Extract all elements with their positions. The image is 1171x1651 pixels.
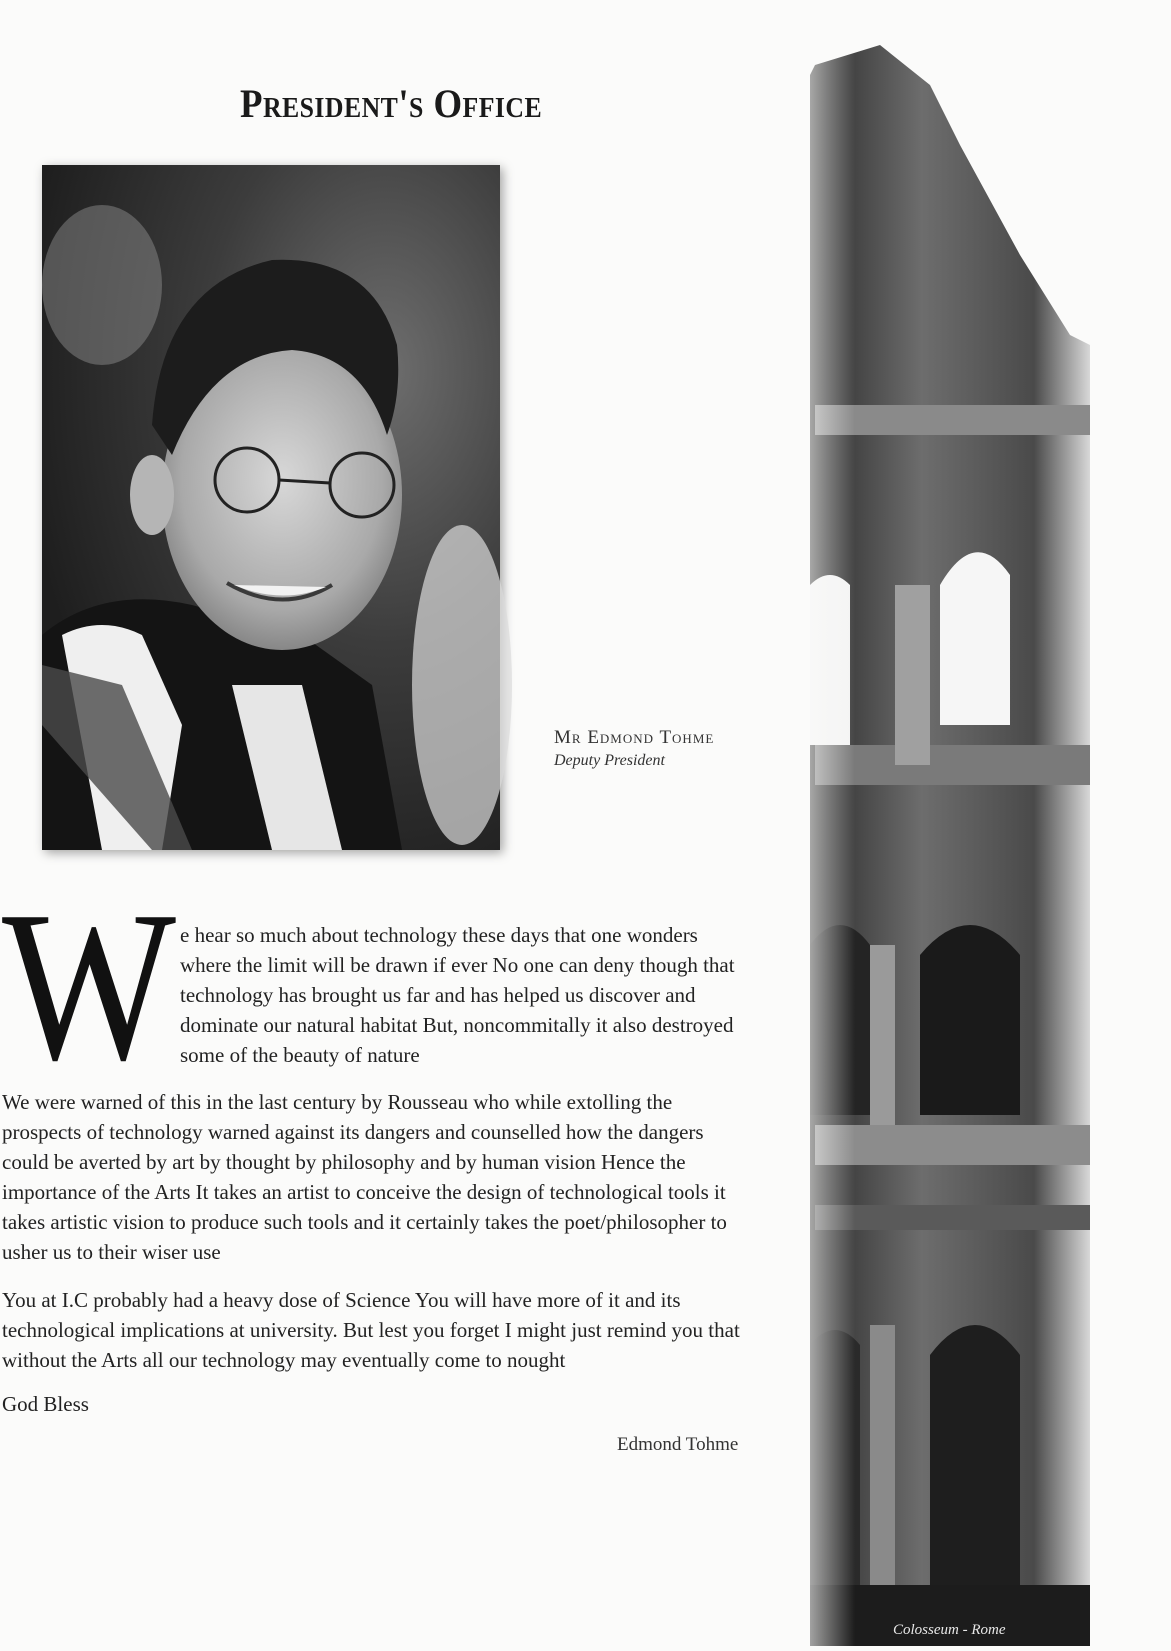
signature: Edmond Tohme [617,1434,739,1455]
portrait-role: Deputy President [554,752,665,769]
page-title: President's Office [240,81,543,126]
letter-paragraph: You at I.C probably had a heavy dose of Science You will have more of it and its technological implications at university. But lest you forget I might just remind you that without the Arts all our technology may eventually come to nought [2,1288,740,1372]
portrait-name: Mr Edmond Tohme [554,727,715,748]
letter-paragraph: We were warned of this in the last century by Rousseau who while extolling the prospects of technology warned against its dangers and counselled how the dangers could be averted by art by thought by philosophy and by human vision Hence the importance of the Arts It takes an artist to conceive the design of technological tools it takes artistic vision to produce such tools and it certainly takes the poet/philosopher to usher us to their wiser use [2,1090,727,1264]
drop-cap [2,866,178,1105]
colosseum-photo [810,25,1110,1646]
letter-intro: e hear so much about technology these days that one wonders where the limit will be drawn if ever No one can deny though that technology has brought us far and has helped us discover and dominate our natural habitat But, noncommitally it also destroyed some of the beauty of nature [180,923,735,1067]
portrait-photo [42,165,500,850]
drop-cap-letter: W [2,866,177,1105]
letter-closing: God Bless [2,1392,89,1416]
colosseum-caption: Colosseum - Rome [893,1622,1006,1638]
